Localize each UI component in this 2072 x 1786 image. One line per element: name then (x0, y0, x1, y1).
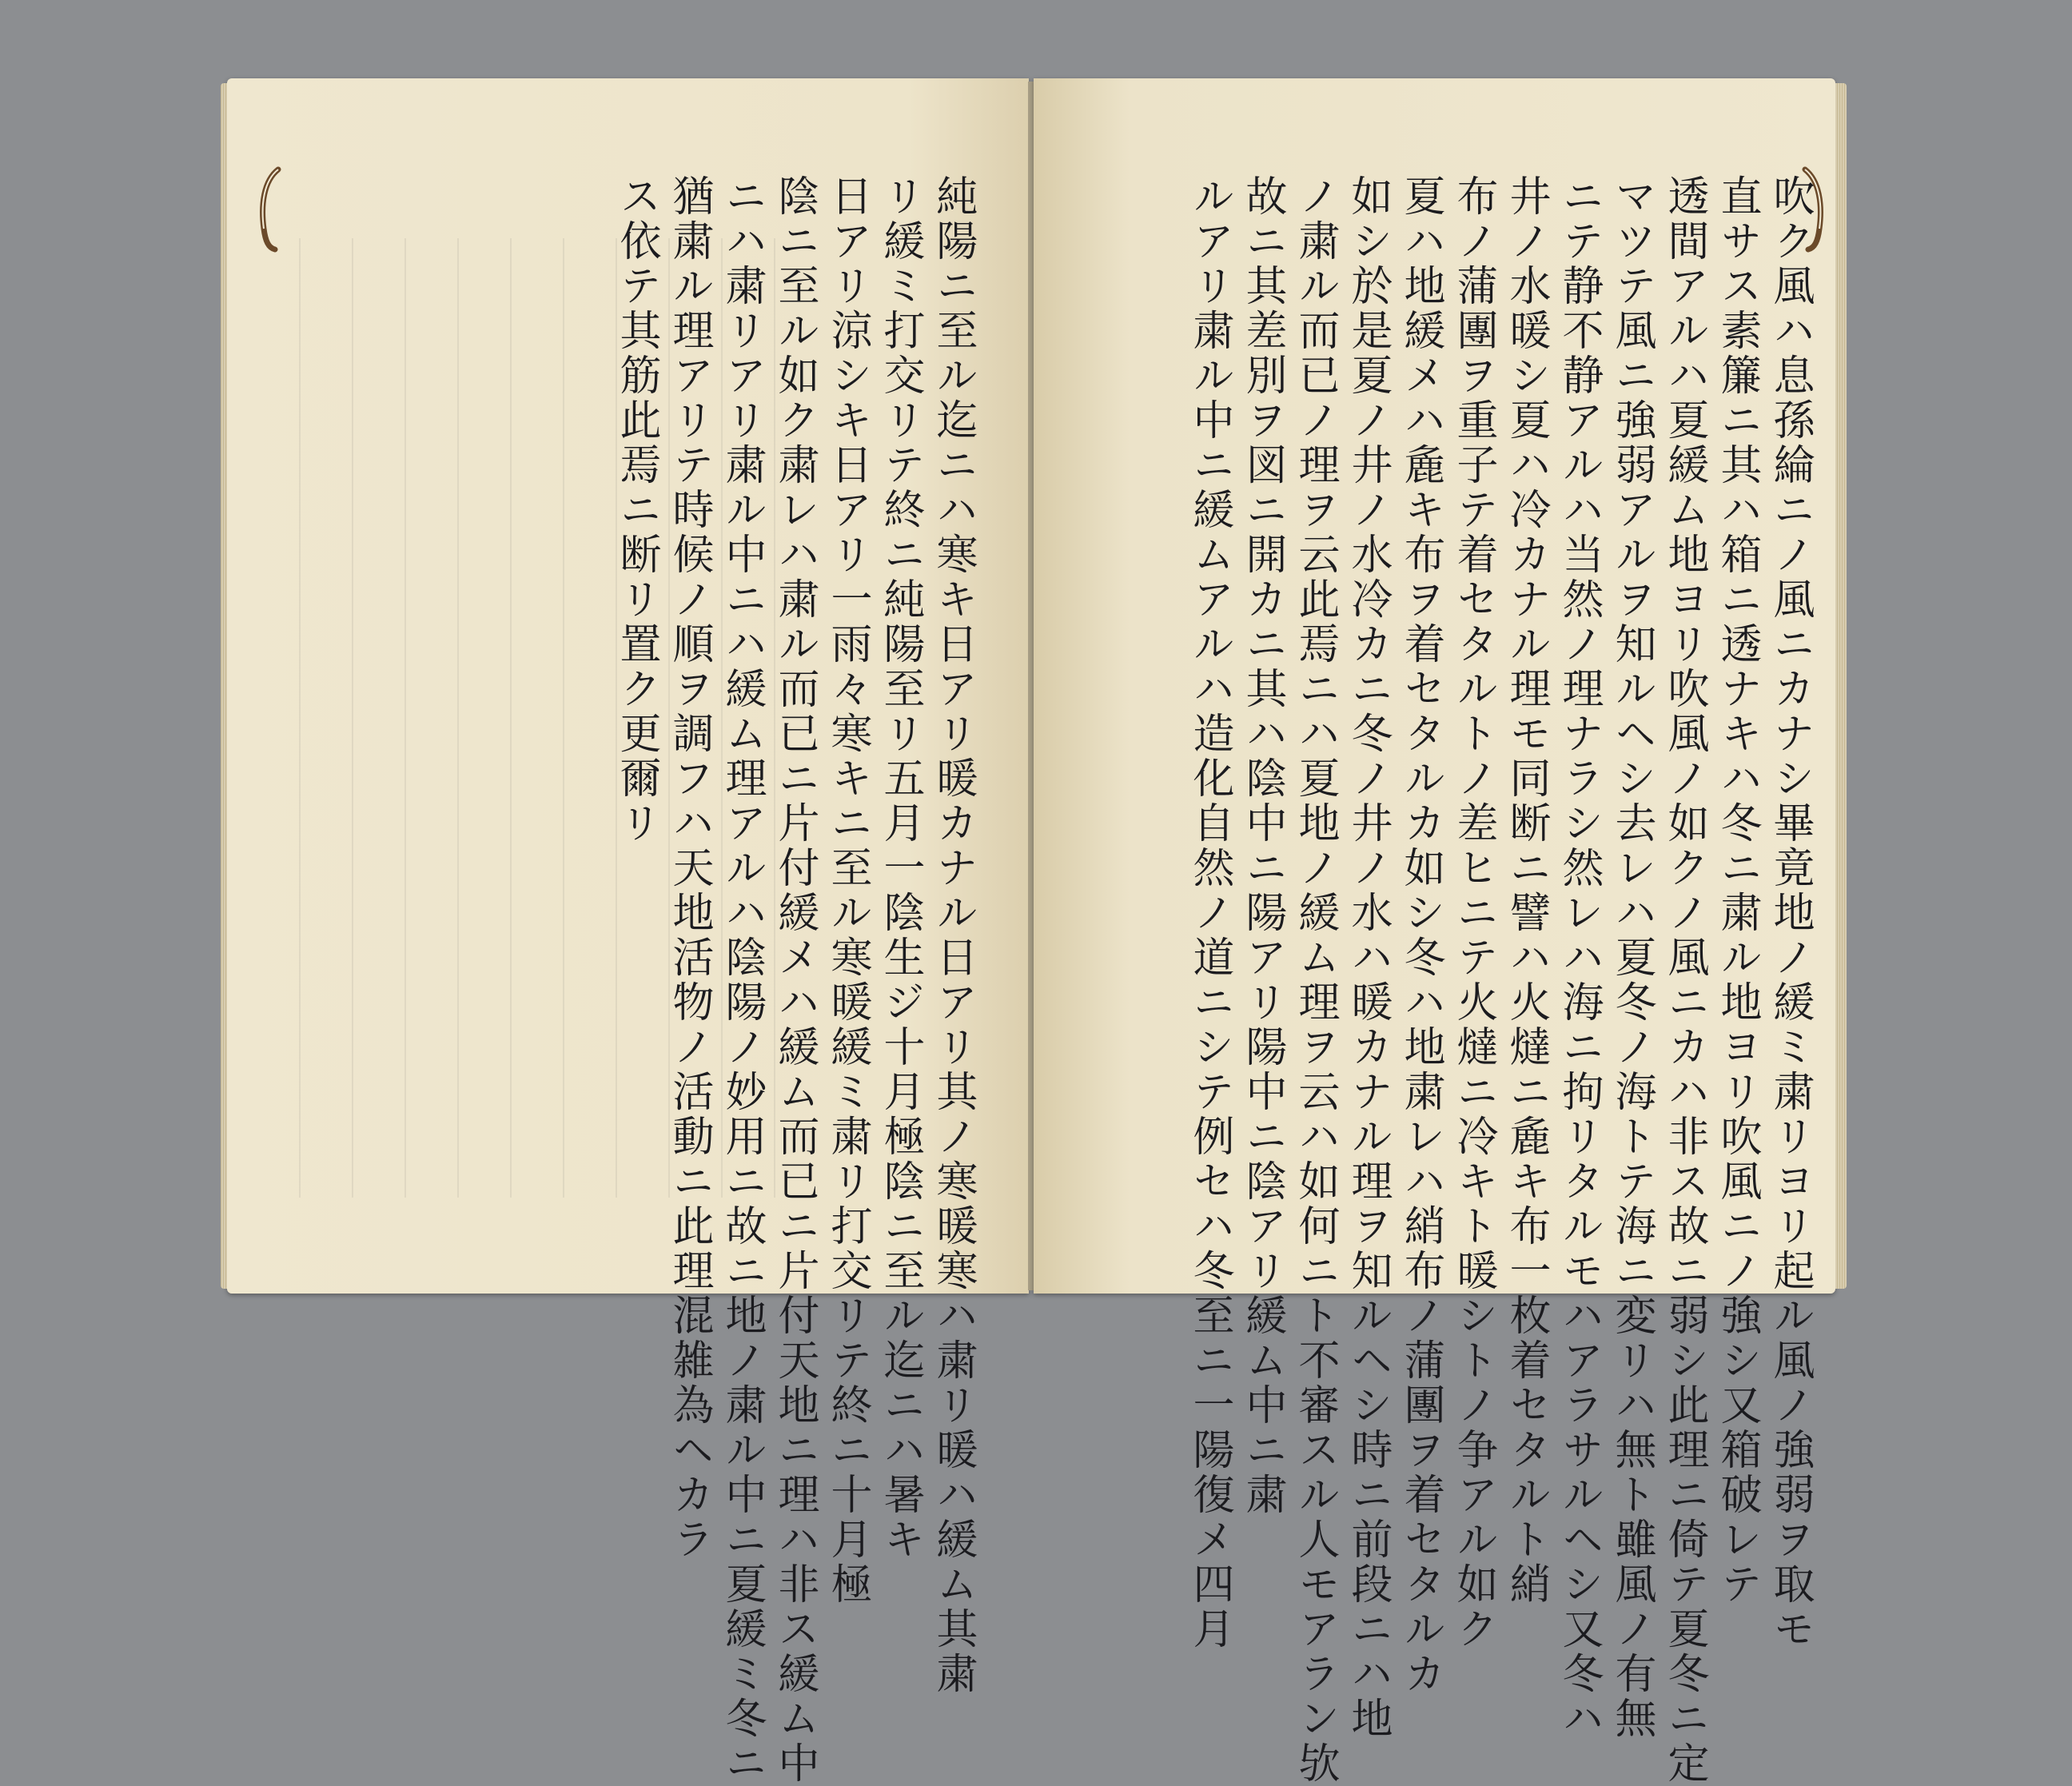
text-column: 井ノ水暖シ夏ハ冷カナル理モ同断ニ譬ハ火燵ニ麁キ布一枚着セタルト綃 (1502, 174, 1550, 1607)
right-page-edges (1835, 83, 1847, 1289)
text-column: 直サス素簾ニ其ハ箱ニ透ナキハ冬ニ粛ル地ヨリ吹風ニノ強シ又箱破レテ (1713, 174, 1761, 1607)
text-column: 如シ於是夏ノ井ノ水冷カニ冬ノ井ノ水ハ暖カナル理ヲ知ルヘシ時ニ前段ニハ地 (1344, 174, 1392, 1741)
right-page-text (1183, 174, 1816, 1786)
text-column: 純陽ニ至ル迄ニハ寒キ日アリ暖カナル日アリ其ノ寒暖寒ハ粛リ暖ハ緩ム其粛 (929, 174, 977, 1696)
text-column: 布ノ蒲團ヲ重子テ着セタルトノ差ヒニテ火燵ニ冷キト暖シトノ争アル如ク (1449, 174, 1497, 1652)
text-column: リ緩ミ打交リテ終ニ純陽至リ五月一陰生ジ十月極陰ニ至ル迄ニハ暑キ (876, 174, 924, 1562)
left-page (227, 78, 1029, 1786)
text-column: ニハ粛リアリ粛ル中ニハ緩ム理アルハ陰陽ノ妙用ニ故ニ地ノ粛ル中ニ夏緩ミ冬ニ (718, 174, 766, 1786)
text-column: ニテ静不静アルハ当然ノ理ナラシ然レハ海ニ拘リタルモハアラサルヘシ又冬ハ (1555, 174, 1603, 1741)
left-page-edges (221, 83, 227, 1289)
open-book (221, 78, 1851, 1786)
text-column: 故ニ其差別ヲ図ニ開カニ其ハ陰中ニ陽アリ陽中ニ陰アリ緩ム中ニ粛 (1238, 174, 1286, 1517)
text-column: 透間アルハ夏緩ム地ヨリ吹風ノ如クノ風ニカハ非ス故ニ弱シ此理ニ倚テ夏冬ニ定 (1660, 174, 1708, 1786)
text-column: 吹ク風ハ息孫綸ニノ風ニカナシ畢竟地ノ緩ミ粛リヨリ起ル風ノ強弱ヲ取モ (1766, 174, 1814, 1652)
text-column: 夏ハ地緩メハ麁キ布ヲ着セタルカ如シ冬ハ地粛レハ綃布ノ蒲團ヲ着セタルカ (1397, 174, 1444, 1696)
right-page (1034, 78, 1835, 1786)
text-column: ス依テ其筋此焉ニ断リ置ク更爾リ (612, 174, 660, 846)
text-column: 陰ニ至ル如ク粛レハ粛ル而已ニ片付緩メハ緩ム而已ニ片付天地ニ理ハ非ス緩ム中 (771, 174, 819, 1786)
text-column: ノ粛ル而已ノ理ヲ云此焉ニハ夏地ノ緩ム理ヲ云ハ如何ニト不審スル人モアラン欤 (1291, 174, 1339, 1786)
left-page-text (610, 174, 979, 1786)
text-column: 猶粛ル理アリテ時候ノ順ヲ調フハ天地活物ノ活動ニ此理混雑為ヘカラ (665, 174, 713, 1562)
text-column: ルアリ粛ル中ニ緩ムアルハ造化自然ノ道ニシテ例セハ冬至ニ一陽復メ四月 (1185, 174, 1233, 1652)
text-column: マツテ風ニ強弱アルヲ知ルヘシ去レハ夏冬ノ海トテ海ニ変リハ無ト雖風ノ有無 (1608, 174, 1656, 1741)
text-column: 日アリ涼シキ日アリ一雨々寒キニ至ル寒暖緩ミ粛リ打交リテ終ニ十月極 (823, 174, 871, 1607)
